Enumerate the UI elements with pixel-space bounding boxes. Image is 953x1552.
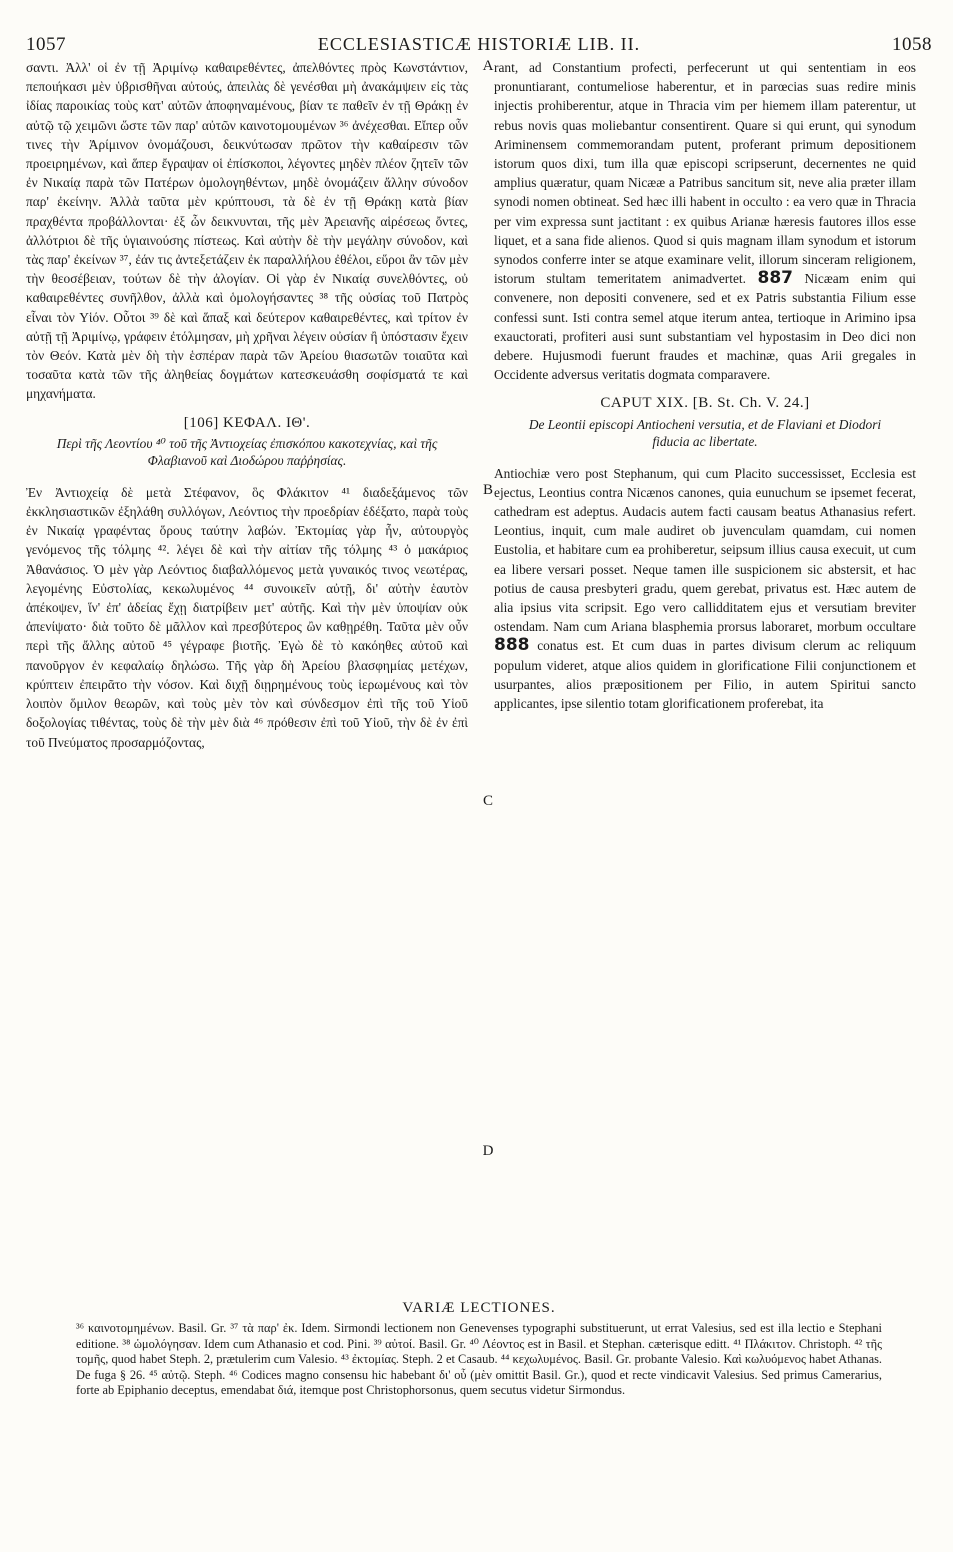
column-number-888: 888 xyxy=(494,635,530,656)
running-header xyxy=(26,34,932,56)
latin-column xyxy=(478,58,916,752)
latin-paragraph-2-text: Antiochiæ vero post Stephanum, qui cum Placito successisset, Ecclesia est ejectus, Leontius contra Nicænos canones, quia eunuchum se ipsemet fecerat, cathedram est adeptus. Audacis autem facti causam beatus Athanasius refert. Leontius, inquit, cum male audiret ob juvenculam quamdam, cui nomen Eustolia, et habitare cum ea prohiberetur, seipsum illius causa execuit, ut cum ea libere versari posset. Neque tamen ille suspicionem sic abstersit, et hac potius de causa presbyteri gradu, quem gerebat, privatus est. Hæc autem de alia ipsius vita scripsit. Ego vero callidditatem ejus et versutiam breviter ostendam. Nam cum Ariana blasphemia prorsus laboraret, morbum occultare xyxy=(494,465,916,635)
latin-paragraph-1 xyxy=(494,58,916,384)
marker-a: A xyxy=(482,58,494,74)
running-title: ECCLESIASTICÆ HISTORIÆ LIB. II. xyxy=(317,34,641,54)
marker-b: B xyxy=(482,482,493,498)
latin-paragraph-1-cont: Nicæam enim qui convenere, non depositi convenere, sed et ex Patris substantia Filium esse confessi sunt. Isti contra semel atque iterum antea, tertioque in Arimino ipsa exauctorati, profiteri ausi sunt substantiam vel hypostasim in Deo dici non debere. Hujusmodi fuerunt fraudes et machinæ, quas Arii gregales in Occidente adversus veritatis dogmata comparavere. xyxy=(494,271,916,383)
greek-paragraph-1: σαντι. Ἀλλ' οἱ ἐν τῇ Ἀριμίνῳ καθαιρεθέντες, ἀπελθόντες πρὸς Κωνστάντιον, πεποιήκασι μὲν ὑβρισθῆναι αὐτούς, ἀπειλὰς δὲ γενέσθαι μὴ ἀνακάμψειν εἰς τὰς ἰδίας παροικίας τοὺς κατ' αὐτῶν ἀποφηναμένους, βίαν τε παθεῖν ἐν τῇ Θράκῃ ἐν αὐτῷ τῷ χειμῶνι ὥστε τῶν παρ' αὐτῶν καινοτομουμένων ³⁶ ἀνέχεσθαι. Εἴπερ οὖν τινες τὴν Ἀρίμινον ὀνομάζουσι, δεικνύτωσαν πρῶτον τὴν καθαίρεσιν τῶν προειρημένων, καὶ ἅπερ ἔγραψαν οἱ ἐπίσκοποι, λέγοντες μηδὲν πλέον ζητεῖν τῶν ἐν Νικαίᾳ παρὰ τῶν Πατέρων ὁμολογηθέντων, μηδὲ ὀνομάζειν ἄλλην σύνοδον παρ' ἐκείνην. Ἀλλὰ ταῦτα μὲν κρύπτουσι, τὰ δὲ ἐν τῇ Θράκῃ κατὰ βίαν πραχθέντα προβάλλονται· ἐξ ὧν δεικνυνται, τῆς μὲν Ἀρειανῆς αἱρέσεως ὄντες, ἀλλότριοι δὲ τῆς ὑγιαινούσης πίστεως. Καὶ αὐτὴν δὲ τὴν μεγάλην σύνοδον, καὶ τὰς παρ' ἐκείνων ³⁷, ἐάν τις ἀντεξετάζειν ἐκ παραλλήλου ἐθέλοι, εὕροι ἂν τῶν μὲν τὴν θεοσέβειαν, τούτων δὲ τὴν ἀλογίαν. Οἱ γὰρ ἐν Νικαίᾳ συνελθόντες, οὐ καθαιρεθέντες συνῆλθον, ἀλλὰ καὶ ὁμολογήσαντες ³⁸ τῆς οὐσίας τοῦ Πατρὸς εἶναι τὸν Υἱόν. Οὗτοι ³⁹ δὲ καὶ ἅπαξ καὶ δεύτερον καθαιρεθέντες, καὶ τρίτον ἐν αὐτῇ τῇ Ἀριμίνῳ, γράφειν ἐτόλμησαν, μὴ χρῆναι λέγειν οὐσίαν ἢ ὑπόστασιν ἔχειν τὸν Θεόν. Κατὰ μὲν δὴ τὴν ἑσπέραν παρὰ τῶν Ἀρείου θιασωτῶν τοιαῦτα καὶ τοσαῦτα κατὰ τῶν τῆς ἀληθείας δογμάτων κατεσκευάσθη σοφίσματά τε καὶ μηχανήματα. xyxy=(26,60,468,402)
latin-paragraph-2-cont: conatus est. Et cum duas in partes divisum clerum ac reliquum populum videret, atque alios quidem in glorificatione Filii conjunctionem et usurpantes, alios præpositionem per Filio, in autem Spiritui sancto applicantes, ipse silentio totam glorificationem proferebat, ita xyxy=(494,638,916,712)
latin-paragraph-1-text: rant, ad Constantium profecti, perfecerunt ut qui sententiam in eos pronuntiarant, contumeliose haberentur, et in parœcias suas redire minis injectis prohiberentur, atque in Thracia vim per hiemem illam paterentur, ut rebus novis quas moliebantur consentirent. Quare si qui erunt, qui synodum Ariminensem commemorandam putent, proferant primum depositionem istorum quos dixi, tum illa quæ episcopi scripserunt, decernentes ne quid amplius quæratur, quam Nicææ a Patribus sancitum sit, neve alia præter illam synodi nomen obtineat. Sed hæc illi habent in occulto : ea vero quæ in Thracia per vim expressa sunt jactitant : ex quibus Arianæ hæresis fautores illos esse liquet, et a sana fide alienos. Quod si quis magnam illam synodum et istorum synodos conferre inter se atque examinare velit, illorum sinceram religionem, istorum stultam temeritatem animadvertet. xyxy=(494,60,916,287)
latin-chapter-subtitle: De Leontii episcopi Antiocheni versutia, et de Flaviani et Diodori fiducia ac libertate. xyxy=(528,416,882,449)
marker-c: C xyxy=(482,793,493,809)
variae-lectiones-title: VARIÆ LECTIONES. xyxy=(402,1300,556,1316)
greek-chapter-subtitle: Περὶ τῆς Λεοντίου ⁴⁰ τοῦ τῆς Ἀντιοχείας ἐπισκόπου κακοτεχνίας, καὶ τῆς Φλαβιανοῦ καὶ Διοδώρου παῤῥησίας. xyxy=(56,435,438,468)
right-page-number: 1058 xyxy=(892,34,932,55)
greek-column xyxy=(26,58,478,752)
greek-chapter-title: [106] ΚΕΦΑΛ. ΙΘ'. xyxy=(183,414,311,431)
marker-d: D xyxy=(482,1143,494,1159)
page xyxy=(26,34,932,1159)
column-number-887: 887 xyxy=(757,268,793,289)
variae-lectiones-text: ³⁶ καινοτομημένων. Basil. Gr. ³⁷ τὰ παρ' ἐκ. Idem. Sirmondi lectionem non Genevenses typographi substituerunt, ut errat Valesius, sed est illa lectio e Stephani editione. ³⁸ ὡμολόγησαν. Idem cum Athanasio et cod. Pini. ³⁹ αὐτοί. Basil. Gr. ⁴⁰ Λέοντος est in Basil. et Stephan. cæterisque editt. ⁴¹ Πλάκιτον. Christoph. ⁴² τῆς τομῆς, quod habet Steph. 2, prætulerim cum Valesio. ⁴³ ἐκτομίας. Steph. 2 et Casaub. ⁴⁴ κεχωλυμένος. Basil. Gr. probante Valesio. Καὶ κωλυόμενος habet Athanas. De fuga § 26. ⁴⁵ αὐτῷ. Steph. ⁴⁶ Codices magno consensu hic habebant δι' οὗ (μὲν omittit Basil. Gr.), quod et recte vindicavit Valesius. Sed primus Camerarius, forte ab Epiphanio deceptus, emendabat διά, itemque post Christophorsonus, quem secutus videtur Sirmondus. xyxy=(76,1321,882,1397)
latin-paragraph-2 xyxy=(494,464,916,714)
variae-lectiones xyxy=(26,1300,932,1399)
latin-chapter-title: CAPUT XIX. [B. St. Ch. V. 24.] xyxy=(600,395,810,412)
left-page-number: 1057 xyxy=(26,34,66,55)
two-column-body xyxy=(26,58,932,1159)
greek-paragraph-2: Ἐν Ἀντιοχείᾳ δὲ μετὰ Στέφανον, ὃς Φλάκιτον ⁴¹ διαδεξάμενος τῶν ἐκκλησιαστικῶν ἐξηλάθη συλλόγων, Λεόντιος τὴν προεδρίαν ἐδέξατο, παρὰ τοὺς ἐν Νικαίᾳ γραφέντας ὅρους ταύτην λαβών. Ἐκτομίας γὰρ ἦν, αὐτουργὸς γενόμενος τῆς τόλμης ⁴². λέγει δὲ καὶ τὴν αἰτίαν τῆς τόλμης ⁴³ ὁ μακάριος Ἀθανάσιος. Ὁ μὲν γὰρ Λεόντιος διαβαλλόμενος μετὰ γυναικός τινος νεωτέρας, λεγομένης Εὐστολίας, κεκωλυμένος ⁴⁴ συνοικεῖν αὐτῇ, δι' αὐτὴν ἑαυτὸν ἀπέκοψεν, ἵν' ἐπ' ἀδείας ἔχῃ διατρίβειν μετ' αὐτῆς. Καὶ τὴν μὲν ὑποψίαν οὐκ ἀπενίψατο· διὰ τοῦτο δὲ μᾶλλον καὶ πρεσβύτερος ὢν καθῃρέθη. Ταῦτα μὲν οὖν περὶ τῆς ἄλλης αὐτοῦ ⁴⁵ γέγραφε βιοτῆς. Ἐγὼ δὲ τὸ κακόηθες αὐτοῦ καὶ πανοῦργον ἐν κεφαλαίῳ δηλώσω. Τῆς γὰρ δὴ Ἀρείου βλασφημίας μετέχων, κρύπτειν ἐπειρᾶτο τὴν νόσον. Καὶ διχῇ διῃρημένους τοὺς ἱερωμένους καὶ τὸν λοιπὸν ὅμιλον θεωρῶν, καὶ τοὺς μὲν τὸν καὶ σύνδεσμον ἐπὶ τῆς τοῦ Υἱοῦ δοξολογίας τιθέντας, τοὺς δὲ τὴν μὲν διὰ ⁴⁶ πρόθεσιν ἐπὶ τοῦ Υἱοῦ, τὴν δὲ ἐν ἐπὶ τοῦ Πνεύματος προσαρμόζοντας, xyxy=(26,484,468,750)
